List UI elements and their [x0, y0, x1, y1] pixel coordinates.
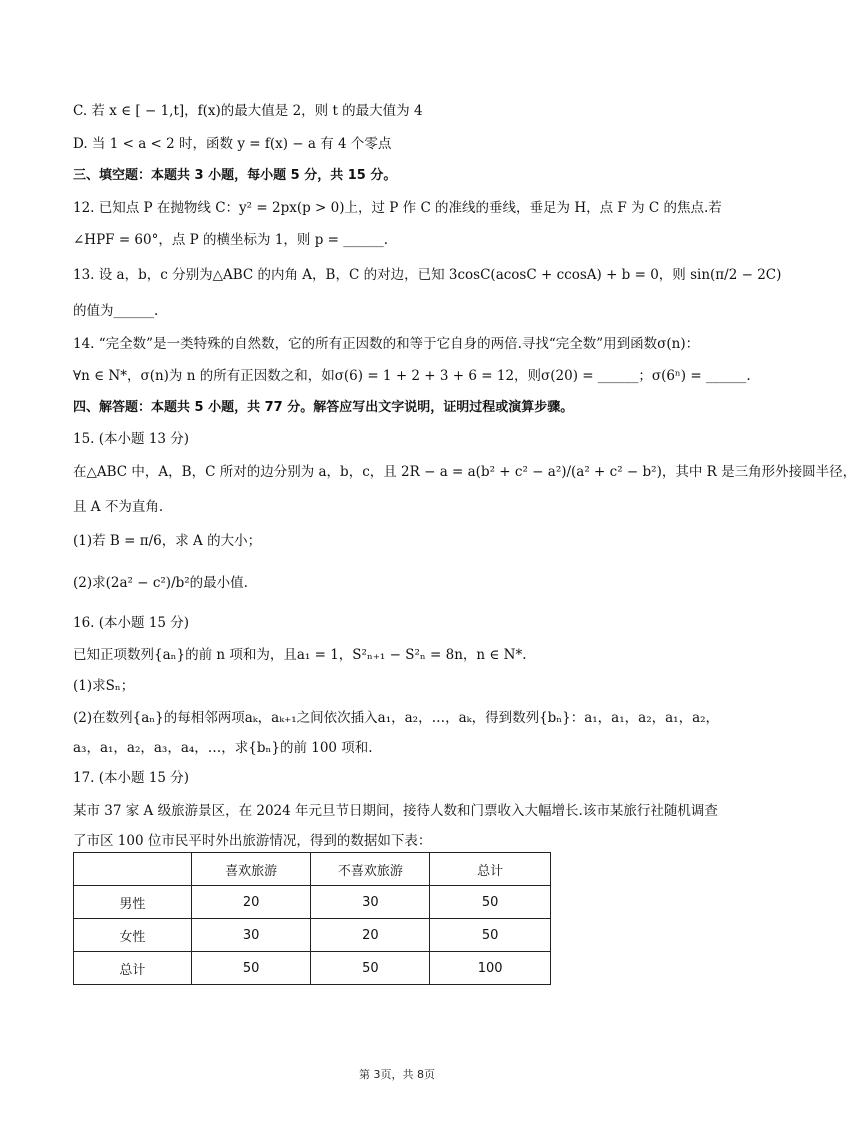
question-13-line-1: 13. 设 a，b，c 分别为△ABC 的内角 A，B，C 的对边，已知 3cosC(acosC + ccosA) + b = 0，则 sin(π/2 − 2C) — [73, 267, 782, 283]
table-header-row — [74, 853, 551, 886]
table-cell: 30 — [191, 919, 311, 952]
option-d: D. 当 1 < a < 2 时，函数 y = f(x) − a 有 4 个零点 — [73, 136, 392, 152]
table-header-cell: 总计 — [430, 853, 551, 886]
question-15-part-1: (1)若 B = π/6，求 A 的大小； — [73, 533, 262, 549]
question-12-line-2: ∠HPF = 60°，点 P 的横坐标为 1，则 p = ______. — [73, 232, 389, 248]
question-17-header: 17. (本小题 15 分) — [73, 770, 190, 786]
section-3-heading: 三、填空题：本题共 3 小题，每小题 5 分，共 15 分。 — [73, 168, 397, 183]
section-4-heading: 四、解答题：本题共 5 小题，共 77 分。解答应写出文字说明，证明过程或演算步骤。 — [73, 400, 574, 415]
table-cell: 20 — [311, 919, 430, 952]
table-cell: 50 — [311, 952, 430, 985]
table-cell: 50 — [430, 919, 551, 952]
table-cell: 50 — [430, 886, 551, 919]
table-cell: 总计 — [74, 952, 192, 985]
option-c: C. 若 x ∈ [ − 1,t]，f(x)的最大值是 2，则 t 的最大值为 4 — [73, 103, 423, 119]
question-15-header: 15. (本小题 13 分) — [73, 431, 190, 447]
question-15-part-2: (2)求(2a² − c²)/b²的最小值. — [73, 575, 248, 591]
question-16-part-2-line-2: a₃，a₁，a₂，a₃，a₄，…，求{bₙ}的前 100 项和. — [73, 740, 373, 756]
page-footer: 第 3页，共 8页 — [359, 1068, 435, 1081]
table-cell: 100 — [430, 952, 551, 985]
table-header-cell: 不喜欢旅游 — [311, 853, 430, 886]
table-cell: 女性 — [74, 919, 192, 952]
table-cell: 50 — [191, 952, 311, 985]
question-17-line-2: 了市区 100 位市民平时外出旅游情况，得到的数据如下表： — [73, 833, 432, 849]
question-16-part-1: (1)求Sₙ； — [73, 678, 135, 694]
question-13-line-2: 的值为______. — [73, 303, 159, 319]
table-header-cell: 喜欢旅游 — [191, 853, 311, 886]
question-16-line-1: 已知正项数列{aₙ}的前 n 项和为，且a₁ = 1，S²ₙ₊₁ − S²ₙ = 8n，n ∈ N*. — [73, 647, 527, 663]
question-16-header: 16. (本小题 15 分) — [73, 615, 190, 631]
table-header-cell — [74, 853, 192, 886]
question-16-part-2-line-1: (2)在数列{aₙ}的每相邻两项aₖ，aₖ₊₁之间依次插入a₁，a₂，…，aₖ，得到数列{bₙ}：a₁，a₁，a₂，a₁，a₂， — [73, 710, 720, 726]
table-cell: 男性 — [74, 886, 192, 919]
table-row — [74, 919, 551, 952]
table-row — [74, 886, 551, 919]
question-14-line-1: 14. “完全数”是一类特殊的自然数，它的所有正因数的和等于它自身的两倍.寻找“完全数”用到函数σ(n)： — [73, 336, 700, 352]
question-15-line-1: 在△ABC 中，A，B，C 所对的边分别为 a，b，c，且 2R − a = a(b² + c² − a²)/(a² + c² − b²)，其中 R 是三角形外接圆半径， — [73, 464, 856, 480]
question-12-line-1: 12. 已知点 P 在抛物线 C：y² = 2px(p > 0)上，过 P 作 C 的准线的垂线，垂足为 H，点 F 为 C 的焦点.若 — [73, 200, 722, 216]
table-row — [74, 952, 551, 985]
question-17-line-1: 某市 37 家 A 级旅游景区，在 2024 年元旦节日期间，接待人数和门票收入大幅增长.该市某旅行社随机调查 — [73, 803, 718, 819]
question-15-line-2: 且 A 不为直角. — [73, 499, 164, 515]
survey-table — [73, 852, 551, 985]
question-14-line-2: ∀n ∈ N*，σ(n)为 n 的所有正因数之和，如σ(6) = 1 + 2 + 3 + 6 = 12，则σ(20) = ______；σ(6ⁿ) = ______. — [73, 368, 751, 384]
table-cell: 30 — [311, 886, 430, 919]
table-cell: 20 — [191, 886, 311, 919]
